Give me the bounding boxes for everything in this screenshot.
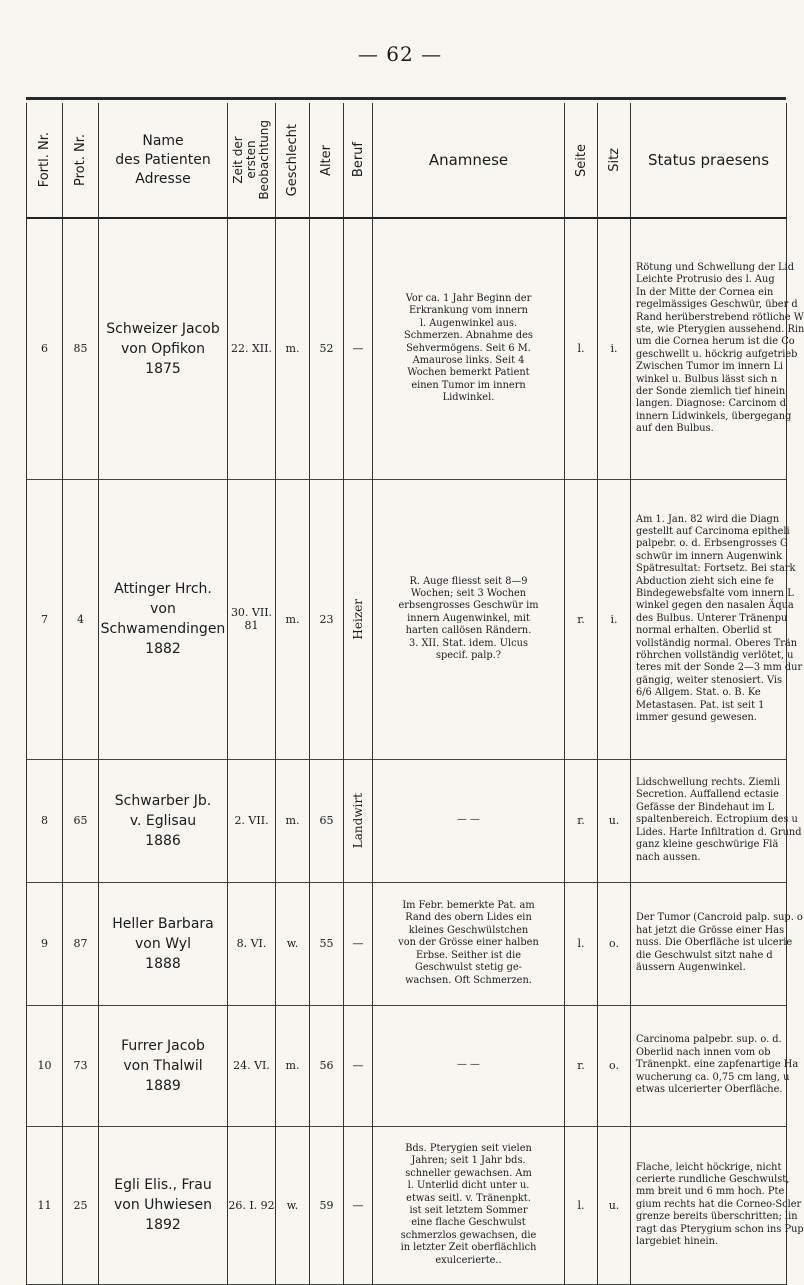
- status-praesens-cell: [631, 479, 803, 759]
- sitz-cell: o.: [598, 1005, 631, 1126]
- anamnese-line: l. Augenwinkel aus.: [419, 317, 518, 329]
- anamnese-line: 3. XII. Stat. idem. Ulcus: [409, 637, 528, 649]
- seite-cell: l.: [565, 882, 598, 1005]
- col-sitz: Sitz: [598, 103, 631, 218]
- status-line: gestellt auf Carcinoma epitheli: [636, 525, 790, 537]
- anamnese-line: einen Tumor im innern: [411, 379, 526, 391]
- status-line: der Sonde ziemlich tief hinein: [636, 385, 786, 397]
- prot-nr-cell: 65: [63, 759, 99, 882]
- status-line: Carcinoma palpebr. sup. o. d.: [636, 1034, 782, 1046]
- beruf-cell: Heizer: [344, 479, 373, 759]
- patient-name-cell: Schweizer Jacob von Opfikon 1875: [99, 218, 228, 479]
- patient-register-table: [26, 103, 804, 1285]
- anamnese-line: l. Unterlid dicht unter u.: [407, 1180, 530, 1192]
- anamnese-cell: [373, 882, 565, 1005]
- anamnese-line: Amaurose links. Seit 4: [412, 354, 525, 366]
- status-line: etwas ulcerierter Oberfläche.: [636, 1084, 783, 1096]
- table-row: [27, 1005, 787, 1126]
- status-line: Am 1. Jan. 82 wird die Diagn: [636, 513, 780, 525]
- alter-cell: 65: [310, 759, 344, 882]
- anamnese-cell: [373, 218, 565, 479]
- anamnese-cell: [373, 759, 565, 882]
- status-line: grenze bereits überschritten; lin: [636, 1211, 798, 1223]
- status-line: Tränenpkt. eine zapfenartige Ha: [636, 1059, 799, 1071]
- status-line: winkel u. Bulbus lässt sich n: [636, 373, 778, 385]
- status-praesens-cell: [631, 759, 802, 882]
- status-line: spaltenbereich. Ectropium des u: [636, 814, 798, 826]
- anamnese-line: Bds. Pterygien seit vielen: [405, 1142, 532, 1154]
- patient-name-cell: Egli Elis., Frau von Uhwiesen 1892: [99, 1126, 228, 1284]
- sitz-cell: o.: [598, 882, 631, 1005]
- sitz-cell: i.: [598, 218, 631, 479]
- fortl-nr-cell: 9: [27, 882, 63, 1005]
- status-line: nuss. Die Oberfläche ist ulcerie: [636, 937, 793, 949]
- table-row: [27, 1126, 787, 1284]
- geschlecht-cell: w.: [276, 1126, 310, 1284]
- anamnese-line: schneller gewachsen. Am: [405, 1167, 532, 1179]
- prot-nr-cell: 87: [63, 882, 99, 1005]
- geschlecht-cell: m.: [276, 218, 310, 479]
- fortl-nr-cell: 11: [27, 1126, 63, 1284]
- prot-nr-cell: 73: [63, 1005, 99, 1126]
- col-name: Name des Patienten Adresse: [99, 103, 228, 218]
- anamnese-line: Geschwulst stetig ge-: [415, 962, 522, 974]
- beruf-cell: —: [344, 218, 373, 479]
- table-row: [27, 479, 787, 759]
- sitz-cell: u.: [598, 759, 631, 882]
- status-line: vollständig normal. Oberes Trän: [636, 637, 798, 649]
- alter-cell: 55: [310, 882, 344, 1005]
- alter-cell: 56: [310, 1005, 344, 1126]
- status-line: cerierte rundliche Geschwulst,: [636, 1173, 790, 1185]
- status-line: Oberlid nach innen vom ob: [636, 1046, 771, 1058]
- status-line: hat jetzt die Grösse einer Has: [636, 924, 785, 936]
- status-line: Bindegewebsfalte vom innern L: [636, 587, 794, 599]
- anamnese-line: Wochen; seit 3 Wochen: [410, 587, 527, 599]
- anamnese-line: schmerzlos gewachsen, die: [400, 1229, 537, 1241]
- seite-cell: r.: [565, 1005, 598, 1126]
- zeit-cell: 22. XII.: [228, 218, 276, 479]
- status-line: gängig, weiter stenosiert. Vis: [636, 674, 783, 686]
- status-line: nach aussen.: [636, 851, 701, 863]
- status-line: schwür im innern Augenwink: [636, 550, 783, 562]
- status-line: palpebr. o. d. Erbsengrosses G: [636, 538, 788, 550]
- status-line: 6/6 Allgem. Stat. o. B. Ke: [636, 687, 761, 699]
- status-line: teres mit der Sonde 2—3 mm dur: [636, 662, 803, 674]
- anamnese-line: Wochen bemerkt Patient: [407, 367, 530, 379]
- anamnese-line: von der Grösse einer halben: [398, 937, 539, 949]
- status-line: ragt das Pterygium schon ins Pup: [636, 1223, 804, 1235]
- status-line: mm breit und 6 mm hoch. Pte: [636, 1186, 785, 1198]
- zeit-cell: 8. VI.: [228, 882, 276, 1005]
- prot-nr-cell: 4: [63, 479, 99, 759]
- prot-nr-cell: 25: [63, 1126, 99, 1284]
- alter-cell: 23: [310, 479, 344, 759]
- anamnese-line: etwas seitl. v. Tränenpkt.: [406, 1192, 531, 1204]
- status-line: Zwischen Tumor im innern Li: [636, 361, 784, 373]
- status-line: des Bulbus. Unterer Tränenpu: [636, 612, 788, 624]
- anamnese-cell: [373, 479, 565, 759]
- table-row: [27, 882, 787, 1005]
- anamnese-cell: [373, 1126, 565, 1284]
- status-line: äussern Augenwinkel.: [636, 962, 746, 974]
- status-line: winkel gegen den nasalen Äqua: [636, 600, 794, 612]
- anamnese-line: Im Febr. bemerkte Pat. am: [402, 900, 535, 912]
- seite-cell: l.: [565, 218, 598, 479]
- status-line: Flache, leicht höckrige, nicht: [636, 1161, 782, 1173]
- beruf-cell: —: [344, 1126, 373, 1284]
- anamnese-line: eine flache Geschwulst: [411, 1217, 526, 1229]
- fortl-nr-cell: 6: [27, 218, 63, 479]
- alter-cell: 52: [310, 218, 344, 479]
- header-rule: [26, 97, 786, 100]
- zeit-cell: 2. VII.: [228, 759, 276, 882]
- table-row: [27, 218, 787, 479]
- status-line: Secretion. Auffallend ectasie: [636, 789, 779, 801]
- status-line: Rand herüberstrebend rötliche W: [636, 311, 804, 323]
- status-line: innern Lidwinkels, übergegang: [636, 410, 792, 422]
- col-fortl-nr: Fortl. Nr.: [27, 103, 63, 218]
- col-seite: Seite: [565, 103, 598, 218]
- geschlecht-cell: w.: [276, 882, 310, 1005]
- seite-cell: r.: [565, 479, 598, 759]
- status-praesens-cell: [631, 218, 804, 479]
- header-row: [27, 103, 787, 218]
- fortl-nr-cell: 7: [27, 479, 63, 759]
- col-beruf: Beruf: [344, 103, 373, 218]
- status-line: Rötung und Schwellung der Lid: [636, 261, 794, 273]
- anamnese-line: — —: [457, 1059, 480, 1071]
- status-line: ganz kleine geschwürige Flä: [636, 839, 779, 851]
- alter-cell: 59: [310, 1126, 344, 1284]
- status-line: Leichte Protrusio des l. Aug: [636, 274, 775, 286]
- anamnese-line: Jahren; seit 1 Jahr bds.: [411, 1155, 526, 1167]
- anamnese-line: Erbse. Seither ist die: [415, 949, 522, 961]
- seite-cell: r.: [565, 759, 598, 882]
- status-line: Lides. Harte Infiltration d. Grund: [636, 826, 802, 838]
- anamnese-line: kleines Geschwülstchen: [408, 924, 529, 936]
- patient-name-cell: Schwarber Jb. v. Eglisau 1886: [99, 759, 228, 882]
- status-line: wucherung ca. 0,75 cm lang, u: [636, 1071, 790, 1083]
- anamnese-line: innern Augenwinkel, mit: [407, 612, 530, 624]
- anamnese-line: Lidwinkel.: [442, 392, 495, 404]
- patient-name-cell: Attinger Hrch. von Schwamendingen 1882: [99, 479, 228, 759]
- status-praesens-cell: [631, 1126, 804, 1284]
- seite-cell: l.: [565, 1126, 598, 1284]
- prot-nr-cell: 85: [63, 218, 99, 479]
- status-line: gium rechts hat die Corneo-Scler: [636, 1198, 802, 1210]
- page-number: — 62 —: [357, 42, 443, 66]
- sitz-cell: u.: [598, 1126, 631, 1284]
- anamnese-line: Vor ca. 1 Jahr Beginn der: [405, 292, 532, 304]
- status-praesens-cell: [631, 882, 803, 1005]
- patient-name-cell: Heller Barbara von Wyl 1888: [99, 882, 228, 1005]
- status-line: Abduction zieht sich eine fe: [636, 575, 774, 587]
- zeit-cell: 26. I. 92: [228, 1126, 276, 1284]
- fortl-nr-cell: 8: [27, 759, 63, 882]
- fortl-nr-cell: 10: [27, 1005, 63, 1126]
- status-line: Gefässe der Bindehaut im L: [636, 801, 775, 813]
- anamnese-line: Sehvermögens. Seit 6 M.: [406, 342, 531, 354]
- anamnese-line: harten callösen Rändern.: [405, 625, 532, 637]
- status-line: Spätresultat: Fortsetz. Bei stark: [636, 563, 796, 575]
- anamnese-line: Rand des obern Lides ein: [405, 912, 532, 924]
- geschlecht-cell: m.: [276, 479, 310, 759]
- anamnese-line: exulcerierte..: [435, 1254, 502, 1266]
- status-line: die Geschwulst sitzt nahe d: [636, 949, 773, 961]
- status-line: auf den Bulbus.: [636, 423, 714, 435]
- anamnese-line: Erkrankung vom innern: [409, 305, 528, 317]
- zeit-cell: 30. VII. 81: [228, 479, 276, 759]
- anamnese-line: Schmerzen. Abnahme des: [404, 330, 533, 342]
- status-line: um die Cornea herum ist die Co: [636, 336, 795, 348]
- anamnese-line: R. Auge fliesst seit 8—9: [409, 575, 528, 587]
- anamnese-line: in letzter Zeit oberflächlich: [400, 1242, 537, 1254]
- patient-name-cell: Furrer Jacob von Thalwil 1889: [99, 1005, 228, 1126]
- beruf-cell: —: [344, 882, 373, 1005]
- status-line: Der Tumor (Cancroid palp. sup. o: [636, 912, 803, 924]
- status-line: largebiet hinein.: [636, 1236, 719, 1248]
- anamnese-line: — —: [457, 814, 480, 826]
- status-line: langen. Diagnose: Carcinom d: [636, 398, 786, 410]
- col-prot-nr: Prot. Nr.: [63, 103, 99, 218]
- status-line: normal erhalten. Oberlid st: [636, 625, 772, 637]
- table-row: [27, 759, 787, 882]
- geschlecht-cell: m.: [276, 1005, 310, 1126]
- sitz-cell: i.: [598, 479, 631, 759]
- beruf-cell: Landwirt: [344, 759, 373, 882]
- anamnese-cell: [373, 1005, 565, 1126]
- beruf-cell: —: [344, 1005, 373, 1126]
- status-line: geschwellt u. höckrig aufgetrieb: [636, 348, 798, 360]
- status-line: ste, wie Pterygien aussehend. Rin: [636, 323, 804, 335]
- status-line: röhrchen vollständig verlötet, u: [636, 650, 794, 662]
- status-line: regelmässiges Geschwür, über d: [636, 299, 798, 311]
- anamnese-line: wachsen. Oft Schmerzen.: [405, 974, 532, 986]
- col-status: Status praesens: [631, 103, 787, 218]
- anamnese-line: ist seit letztem Sommer: [409, 1205, 528, 1216]
- zeit-cell: 24. VI.: [228, 1005, 276, 1126]
- col-anamnese: Anamnese: [373, 103, 565, 218]
- status-line: Lidschwellung rechts. Ziemli: [636, 777, 780, 789]
- anamnese-line: specif. palp.?: [435, 650, 502, 662]
- status-line: immer gesund gewesen.: [636, 712, 757, 724]
- status-praesens-cell: [631, 1005, 799, 1126]
- col-zeit: Zeit der ersten Beobachtung: [228, 103, 276, 218]
- status-line: In der Mitte der Cornea ein: [636, 286, 774, 298]
- anamnese-line: erbsengrosses Geschwür im: [398, 600, 539, 612]
- col-geschlecht: Geschlecht: [276, 103, 310, 218]
- col-alter: Alter: [310, 103, 344, 218]
- status-line: Metastasen. Pat. ist seit 1: [636, 699, 765, 711]
- geschlecht-cell: m.: [276, 759, 310, 882]
